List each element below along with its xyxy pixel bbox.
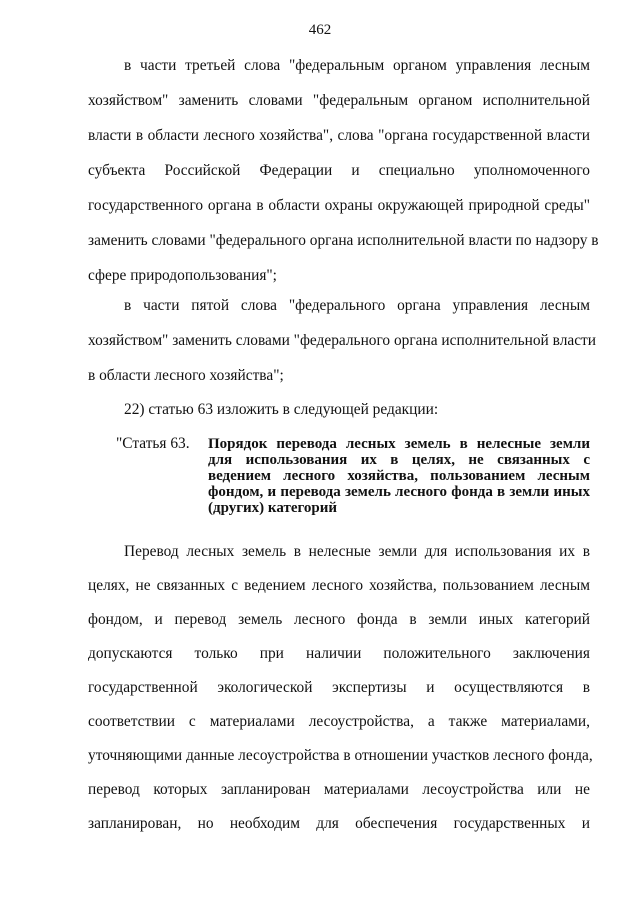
text-line: в части пятой слова "федерального органа управления лесным bbox=[124, 297, 590, 314]
text-line: власти в области лесного хозяйства", слова "органа государственной власти bbox=[88, 127, 590, 144]
text-line: в области лесного хозяйства"; bbox=[88, 367, 284, 384]
text-line: субъекта Российской Федерации и специально уполномоченного bbox=[88, 162, 590, 179]
text-line: целях, не связанных с ведением лесного хозяйства, пользованием лесным bbox=[88, 577, 590, 594]
article-label: "Статья 63. bbox=[116, 435, 190, 452]
page-number: 462 bbox=[308, 22, 332, 38]
text-line: допускаются только при наличии положительного заключения bbox=[88, 645, 590, 662]
title-line: для использования их в целях, не связанных с bbox=[208, 452, 590, 468]
text-line: заменить словами "федерального органа исполнительной власти по надзору в bbox=[88, 232, 599, 249]
text-line: хозяйством" заменить словами "федеральным органом исполнительной bbox=[88, 92, 590, 109]
text-line: государственной экологической экспертизы и осуществляются в bbox=[88, 679, 590, 696]
text-line: перевод которых запланирован материалами лесоустройства или не bbox=[88, 781, 590, 798]
text-line: в части третьей слова "федеральным органом управления лесным bbox=[124, 57, 590, 74]
title-line: Порядок перевода лесных земель в нелесные земли bbox=[208, 436, 590, 452]
text-line: государственного органа в области охраны окружающей природной среды" bbox=[88, 197, 590, 214]
title-line: фондом, и перевода земель лесного фонда в земли иных bbox=[208, 484, 590, 500]
text-line: сфере природопользования"; bbox=[88, 267, 277, 284]
text-line: Перевод лесных земель в нелесные земли для использования их в bbox=[124, 543, 590, 560]
text-line: фондом, и перевод земель лесного фонда в земли иных категорий bbox=[88, 611, 590, 628]
text-line: соответствии с материалами лесоустройства, а также материалами, bbox=[88, 713, 590, 730]
text-line: запланирован, но необходим для обеспечения государственных и bbox=[88, 815, 590, 832]
text-line: хозяйством" заменить словами "федерального органа исполнительной власти bbox=[88, 332, 597, 349]
title-line: (других) категорий bbox=[208, 500, 338, 516]
text-line: уточняющими данные лесоустройства в отношении участков лесного фонда, bbox=[88, 747, 593, 764]
title-line: ведением лесного хозяйства, пользованием лесным bbox=[208, 468, 590, 484]
text-line: 22) статью 63 изложить в следующей редакции: bbox=[124, 401, 439, 418]
